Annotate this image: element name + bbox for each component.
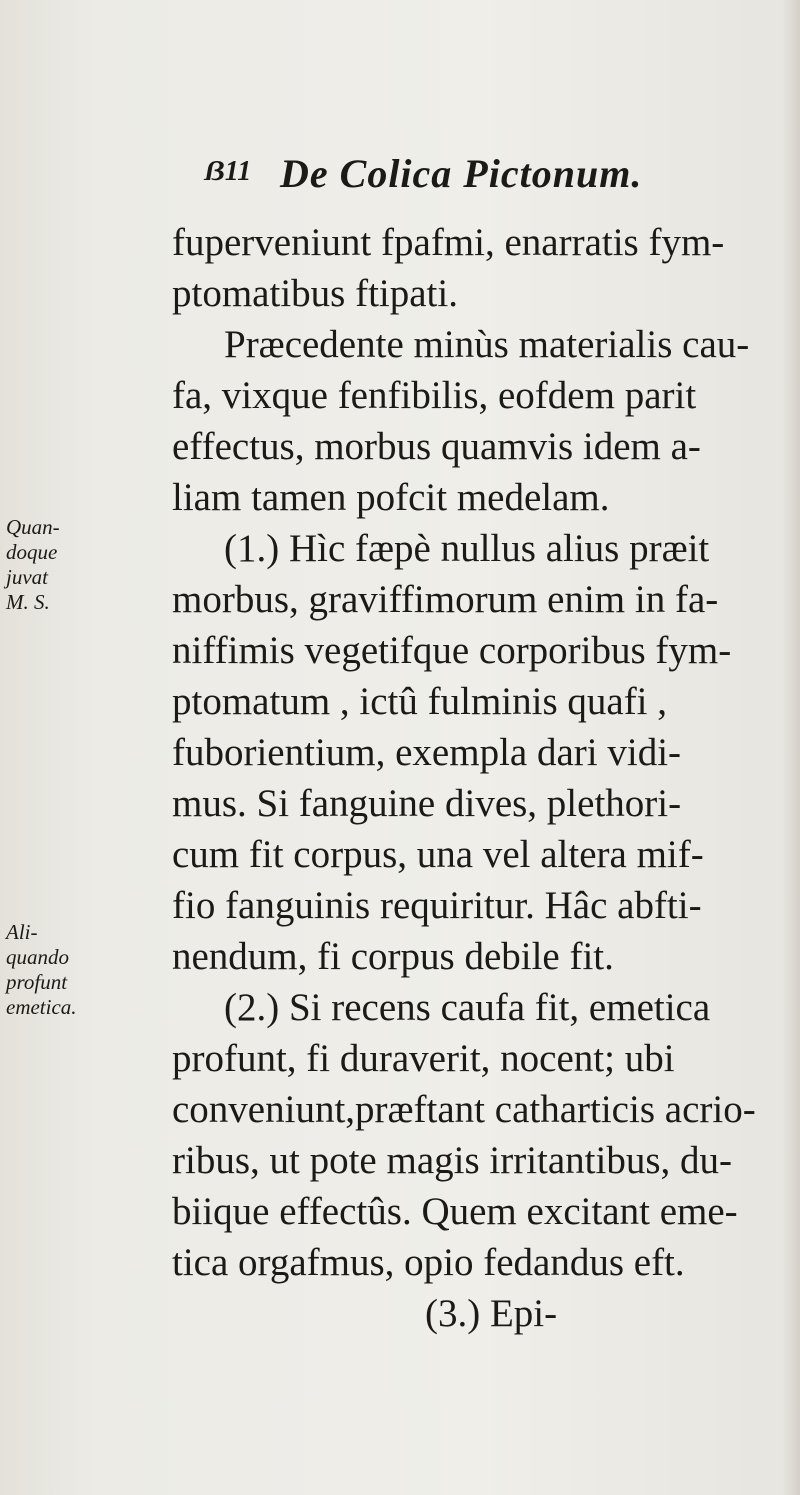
- text-line: conveniunt,præftant catharticis acrio-: [172, 1088, 756, 1131]
- margin-note-line: profunt: [6, 970, 68, 994]
- margin-note-line: doque: [6, 540, 58, 564]
- text-line: biique effectûs. Quem excitant eme-: [172, 1190, 738, 1233]
- margin-note-line: juvat: [6, 565, 48, 589]
- paragraph-first-line: (1.) Hìc fæpè nullus alius præit: [224, 527, 710, 570]
- text-line: fuborientium, exempla dari vidi-: [172, 731, 682, 774]
- body-text: [172, 217, 784, 1339]
- text-line: ptomatum , ictû fulminis quafi ,: [172, 680, 668, 723]
- page-number: ẞ11: [204, 156, 252, 187]
- text-line: niffimis vegetifque corporibus fym-: [172, 629, 732, 672]
- text-line: profunt, fi duraverit, nocent; ubi: [172, 1037, 675, 1080]
- text-line: mus. Si fanguine dives, plethori-: [172, 782, 682, 825]
- paragraph-first-line: (2.) Si recens caufa fit, emetica: [224, 986, 711, 1029]
- running-title: De Colica Pictonum.: [280, 151, 643, 196]
- text-line: ptomatibus ftipati.: [172, 272, 458, 315]
- text-line: effectus, morbus quamvis idem a-: [172, 425, 701, 468]
- margin-note-line: emetica.: [6, 995, 77, 1019]
- margin-note-quandoque: [6, 515, 98, 615]
- margin-note-line: M. S.: [6, 590, 50, 614]
- margin-note-aliquando: [6, 920, 98, 1020]
- text-line: fuperveniunt fpafmi, enarratis fym-: [172, 221, 725, 264]
- page-edge-shadow: [782, 0, 800, 1495]
- margin-note-line: Ali-: [6, 920, 38, 944]
- catchword: (3.) Epi-: [425, 1292, 558, 1335]
- margin-note-line: quando: [6, 945, 69, 969]
- text-line: morbus, graviffimorum enim in fa-: [172, 578, 719, 621]
- text-line: nendum, fi corpus debile fit.: [172, 935, 614, 978]
- text-line: tica orgafmus, opio fedandus eft.: [172, 1241, 685, 1284]
- text-line: cum fit corpus, una vel altera mif-: [172, 833, 704, 876]
- margin-note-line: Quan-: [6, 515, 60, 539]
- text-line: fa, vixque fenfibilis, eofdem parit: [172, 374, 697, 417]
- paragraph-first-line: Præcedente minùs materialis cau-: [224, 323, 750, 366]
- text-line: liam tamen pofcit medelam.: [172, 476, 610, 519]
- running-header: [204, 150, 724, 200]
- text-line: fio fanguinis requiritur. Hâc abfti-: [172, 884, 702, 927]
- text-line: ribus, ut pote magis irritantibus, du-: [172, 1139, 733, 1182]
